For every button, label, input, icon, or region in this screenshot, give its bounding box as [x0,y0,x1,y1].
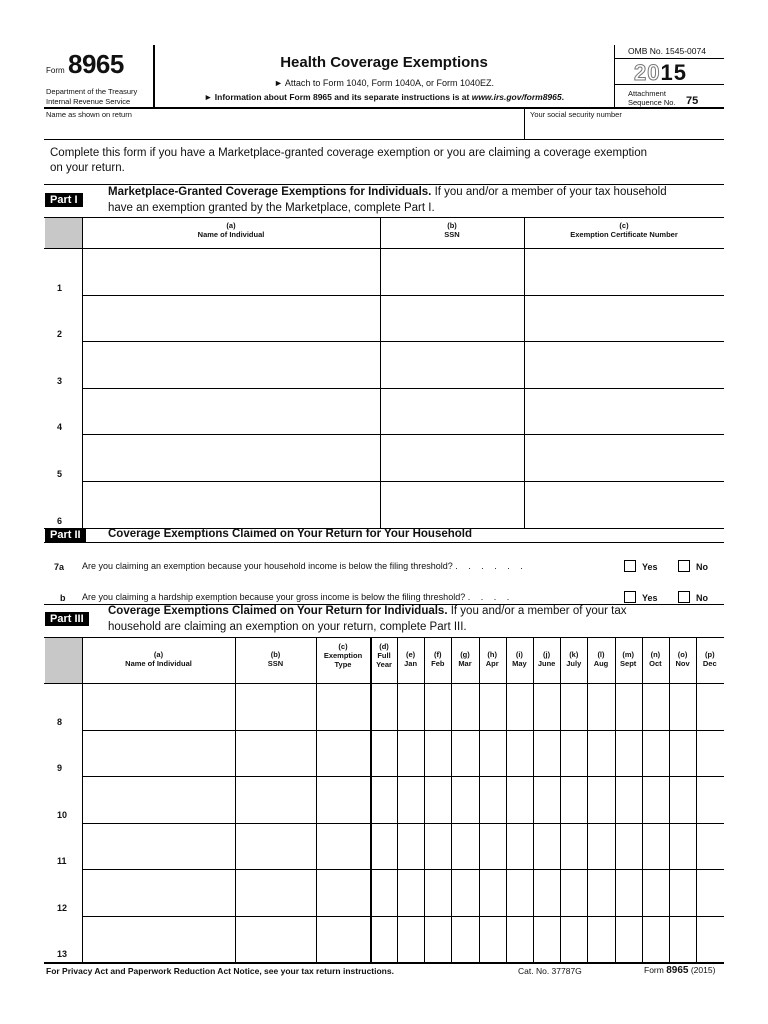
irs-line: Internal Revenue Service [46,97,131,106]
part3-exemption-type-cell[interactable] [317,917,369,962]
part3-month-header-sept: (m) Sept [620,650,637,668]
part2-title: Coverage Exemptions Claimed on Your Return for Your Household [108,528,473,540]
attach-instruction: ► Attach to Form 1040, Form 1040A, or Form 1040EZ. [274,78,494,88]
part3-month-header-feb: (f) Feb [431,650,445,668]
q7a-yes-checkbox[interactable] [624,560,636,572]
part1-name-cell[interactable] [83,435,379,480]
part1-ssn-cell[interactable] [381,482,523,527]
privacy-notice: For Privacy Act and Paperwork Reduction Act Notice, see your tax return instructions. [46,966,394,976]
form-title: Health Coverage Exemptions [280,54,488,71]
part3-col-b-header: (b) SSN [267,650,284,668]
part1-name-cell[interactable] [83,296,379,341]
part3-title: Coverage Exemptions Claimed on Your Return for Individuals. If you and/or a member of your tax [108,605,627,617]
part1-name-cell[interactable] [83,482,379,527]
part3-col-d-header: (d) Full Year [376,642,392,669]
part3-name-cell[interactable] [83,824,234,869]
part1-title-line2: have an exemption granted by the Marketplace, complete Part I. [108,202,435,214]
catalog-number: Cat. No. 37787G [518,966,582,976]
part3-month-header-nov: (o) Nov [675,650,690,668]
part1-ssn-cell[interactable] [381,389,523,434]
part1-row-number: 3 [57,375,63,386]
part1-col-a-header: (a) Name of Individual [197,221,265,239]
part2-label: Part II [45,528,86,542]
part3-exemption-type-cell[interactable] [317,731,369,776]
part3-name-cell[interactable] [83,870,234,915]
part1-row-number: 2 [57,329,63,340]
part1-ssn-cell[interactable] [381,342,523,387]
part3-month-header-july: (k) July [566,650,582,668]
part3-col-a-header: (a) Name of Individual [125,650,192,668]
part3-exemption-type-cell[interactable] [317,870,369,915]
part3-ssn-cell[interactable] [236,917,315,962]
part3-month-header-june: (j) June [537,650,556,668]
q7b-number: b [60,593,66,603]
q7a-no-label: No [696,562,708,572]
q7a-yes-label: Yes [642,562,658,572]
part1-ssn-cell[interactable] [381,249,523,294]
sequence-label: Sequence No. [628,98,676,107]
part3-month-header-dec: (p) Dec [702,650,717,668]
part3-exemption-type-cell[interactable] [317,684,369,729]
part3-label: Part III [45,612,89,626]
part3-col-c-header: (c) Exemption Type [323,642,363,669]
part1-ecn-cell[interactable] [525,482,723,527]
part3-row-number: 9 [57,763,63,773]
intro-text-line2: on your return. [50,162,125,174]
part1-title: Marketplace-Granted Coverage Exemptions for Individuals. If you and/or a member of your tax household [108,186,667,198]
q7b-no-label: No [696,593,708,603]
q7b-yes-label: Yes [642,593,658,603]
part3-row-number: 8 [57,716,63,727]
part3-ssn-cell[interactable] [236,870,315,915]
part3-ssn-cell[interactable] [236,684,315,729]
part1-name-cell[interactable] [83,249,379,294]
part1-ssn-cell[interactable] [381,296,523,341]
tax-year: 2015 [634,60,687,85]
part3-ssn-cell[interactable] [236,824,315,869]
q7b-yes-checkbox[interactable] [624,591,636,603]
q7a-number: 7a [54,562,65,572]
part1-label: Part I [45,193,83,207]
part1-row-number: 5 [57,469,63,479]
part3-exemption-type-cell[interactable] [317,777,369,822]
part3-month-header-oct: (n) Oct [649,650,662,668]
part1-name-cell[interactable] [83,342,379,387]
intro-text-line1: Complete this form if you have a Marketplace-granted coverage exemption or you are claiming a coverage exemption [50,147,648,159]
q7b-no-checkbox[interactable] [678,591,690,603]
part3-ssn-cell[interactable] [236,777,315,822]
part3-month-header-apr: (h) Apr [485,650,499,668]
ssn-label: Your social security number [530,110,622,119]
q7a-text: Are you claiming an exemption because your household income is below the filing threshold? . . . . . . [82,561,527,571]
part3-name-cell[interactable] [83,917,234,962]
part1-col-b-header: (b) SSN [444,221,460,239]
part3-exemption-type-cell[interactable] [317,824,369,869]
name-field[interactable] [44,118,523,138]
part3-row-number: 12 [57,902,68,913]
part3-row-number: 10 [57,809,68,820]
part1-ssn-cell[interactable] [381,435,523,480]
part3-row-number: 11 [57,856,67,866]
part3-name-cell[interactable] [83,731,234,776]
part1-col-c-header: (c) Exemption Certificate Number [570,221,678,239]
part1-name-cell[interactable] [83,389,379,434]
part1-ecn-cell[interactable] [525,296,723,341]
part1-ecn-cell[interactable] [525,389,723,434]
footer-form-id: Form 8965 (2015) [644,965,716,976]
part1-ecn-cell[interactable] [525,342,723,387]
part1-ecn-cell[interactable] [525,435,723,480]
part1-ecn-cell[interactable] [525,249,723,294]
department-line: Department of the Treasury [46,87,138,96]
part1-row-number: 1 [57,282,63,293]
form-label: Form [46,66,65,75]
part3-name-cell[interactable] [83,684,234,729]
info-instruction: ► Information about Form 8965 and its separate instructions is at www.irs.gov/form8965. [203,92,564,102]
part3-ssn-cell[interactable] [236,731,315,776]
part1-row-number: 4 [57,422,63,433]
part3-name-cell[interactable] [83,777,234,822]
omb-number: OMB No. 1545-0074 [628,46,706,56]
part1-row-number: 6 [57,515,63,526]
part3-month-header-aug: (l) Aug [593,650,609,668]
part3-month-header-may: (i) May [512,650,527,668]
form-number: 8965 [68,49,124,79]
q7b-text: Are you claiming a hardship exemption because your gross income is below the filing threshold? . . . . [82,592,514,602]
q7a-no-checkbox[interactable] [678,560,690,572]
ssn-field[interactable] [526,118,722,138]
sequence-number: 75 [686,95,699,107]
attachment-label: Attachment [628,89,666,98]
name-label: Name as shown on return [46,110,132,119]
part3-month-header-jan: (e) Jan [404,650,418,668]
part3-row-number: 13 [57,949,68,959]
irs-link[interactable]: www.irs.gov/form8965 [471,92,562,102]
part3-month-header-mar: (g) Mar [458,650,472,668]
part3-title-line2: household are claiming an exemption on your return, complete Part III. [108,621,467,633]
